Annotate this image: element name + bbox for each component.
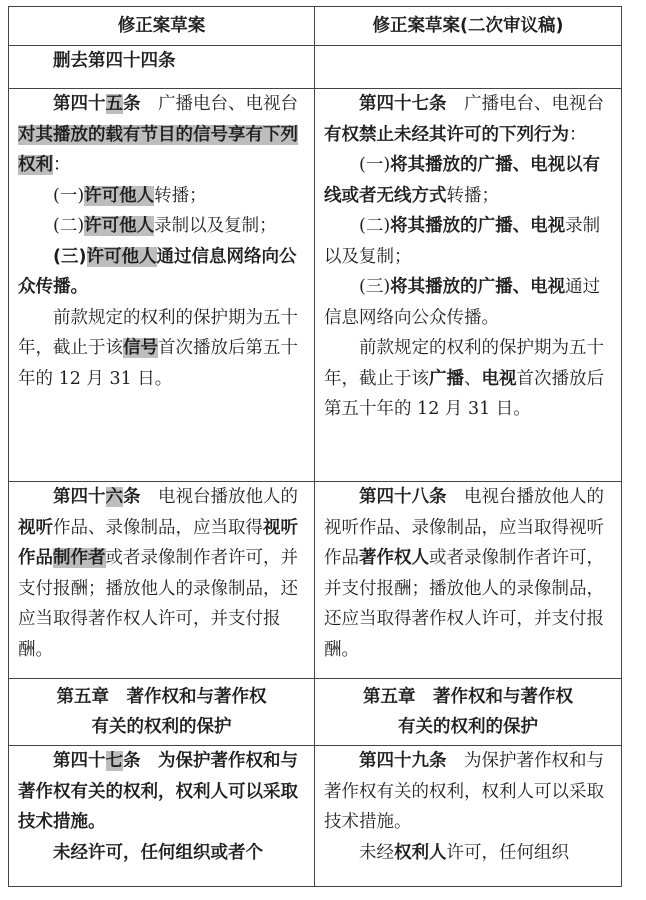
cell-article-47-right — [315, 89, 622, 482]
article-47-para-1 — [324, 89, 612, 150]
cell-article-49-right — [315, 746, 622, 887]
body-text: 转播； — [154, 185, 207, 206]
body-text: 广播电台、电视台 — [140, 94, 298, 114]
article-47-item-3 — [324, 272, 612, 333]
row-chapter-5 — [9, 679, 622, 746]
bold-text: 电视 — [481, 368, 517, 389]
body-text: 前款规定的权利的保护期为五十年，截止于该 — [324, 338, 604, 389]
bold-text: 将其播放的广播、电视以有线或者无线方式 — [324, 155, 601, 206]
article-number: 条 — [123, 94, 141, 114]
highlight-text: 六 — [105, 487, 123, 507]
bold-text: 著作权人 — [359, 548, 429, 568]
body-text: 或者录像制作者许可，并支付报酬；播放他人的录像制品，还应当取得著作权人许可，并支付报酬。 — [18, 548, 298, 660]
article-45-para-1 — [18, 89, 305, 181]
row-article-46 — [9, 482, 622, 679]
body-text: 许可，任何组织 — [446, 842, 569, 863]
article-47-item-2 — [324, 211, 612, 272]
item-number: (一) — [359, 155, 391, 175]
table-header-row — [9, 7, 622, 46]
item-number: (三) — [359, 277, 391, 297]
row-article-45 — [9, 89, 622, 482]
cell-article-47-left — [9, 746, 315, 887]
item-number: (二) — [53, 216, 85, 236]
chapter-title-line-1: 第五章 著作权和与著作权 — [363, 686, 573, 707]
article-number: 条 — [123, 751, 141, 771]
cell-delete-right — [315, 46, 622, 89]
bold-text: 视听 — [18, 517, 53, 538]
article-45-item-1 — [18, 181, 305, 212]
body-text: 前款规定的权利的保护期为五十年，截止于该 — [18, 307, 298, 358]
article-number: 第四十七条 — [359, 94, 447, 114]
bold-text: 权利人 — [394, 842, 447, 863]
delete-note: 删去第四十四条 — [53, 51, 176, 71]
highlight-text: 许可他人 — [86, 246, 157, 267]
article-47-para-2: 未经许可，任何组织或者个 — [53, 842, 263, 863]
cell-chapter-right — [315, 679, 622, 746]
article-46-para — [18, 482, 305, 665]
article-49-para-2 — [324, 838, 612, 869]
bold-text: 有权禁止未经其许可的下列行为 — [324, 124, 569, 145]
body-text: 为保护著作权和与著作权有关的权利，权利人可以采取技术措施。 — [18, 751, 298, 832]
article-49-para-1 — [324, 746, 612, 838]
article-number: 第四十 — [53, 751, 106, 771]
chapter-title-line-1: 第五章 著作权和与著作权 — [56, 686, 267, 707]
body-text: 未经 — [359, 842, 394, 863]
cell-article-46-left — [9, 482, 315, 679]
body-text: 、 — [464, 368, 482, 389]
body-text: 通过信息网络向公众传播。 — [18, 246, 297, 297]
article-number: 第四十九条 — [359, 751, 447, 771]
article-45-para-term — [18, 303, 305, 395]
article-number: 条 — [123, 487, 141, 507]
article-48-para — [324, 482, 612, 665]
article-47-item-1 — [324, 150, 612, 211]
cell-article-48-right — [315, 482, 622, 679]
article-45-item-2 — [18, 211, 305, 242]
article-45-item-3 — [18, 242, 305, 303]
chapter-title-line-2: 有关的权利的保护 — [398, 717, 538, 737]
header-left: 修正案草案 — [9, 7, 315, 46]
body-text: 为保护著作权和与著作权有关的权利，权利人可以采取技术措施。 — [324, 751, 604, 832]
body-text: 广播电台、电视台 — [446, 94, 604, 114]
row-article-47 — [9, 746, 622, 887]
header-right: 修正案草案(二次审议稿) — [315, 7, 622, 46]
article-47-para-term — [324, 333, 612, 425]
cell-delete-left — [9, 46, 315, 89]
article-number: 第四十八条 — [359, 487, 447, 507]
body-text: 作品、录像制品，应当取得 — [53, 517, 263, 538]
body-text: 转播； — [446, 185, 499, 206]
comparison-table — [8, 6, 622, 887]
chapter-title-line-2: 有关的权利的保护 — [91, 717, 232, 737]
bold-text: 广播 — [429, 368, 464, 389]
body-text: 电视台播放他人的 — [140, 487, 298, 507]
highlight-text: 制作者 — [53, 548, 106, 568]
highlight-text: 信号 — [123, 338, 158, 358]
highlight-text: 七 — [105, 751, 123, 771]
item-number: (三) — [53, 246, 87, 267]
bold-text: 将其播放的广播、电视 — [390, 216, 566, 236]
article-47-para-1 — [18, 746, 305, 838]
cell-article-45-left — [9, 89, 315, 482]
body-text: ： — [53, 155, 71, 175]
highlight-text: 对其播放的载有节目的信号享有下列权利 — [18, 124, 298, 175]
item-number: (二) — [359, 216, 391, 236]
body-text: 首次播放后第五十年的 12 月 31 日。 — [18, 338, 298, 389]
bold-text: 将其播放的广播、电视 — [390, 277, 566, 297]
row-delete-article-44 — [9, 46, 622, 89]
body-text: 或者录像制作者许可，并支付报酬；播放他人的录像制品，还应当取得著作权人许可，并支付报酬。 — [324, 548, 604, 660]
highlight-text: 许可他人 — [84, 185, 155, 206]
highlight-text: 许可他人 — [84, 216, 155, 236]
article-number: 第四十 — [53, 487, 106, 507]
body-text: 通过信息网络向公众传播。 — [324, 277, 601, 328]
body-text: 电视台播放他人的视听作品、录像制品，应当取得视听作品 — [324, 487, 604, 568]
body-text: 录制以及复制； — [154, 216, 277, 236]
body-text: 录制以及复制； — [324, 216, 601, 267]
highlight-text: 五 — [105, 94, 123, 114]
bold-text: 视听作品 — [18, 517, 298, 568]
body-text: ： — [569, 124, 587, 145]
article-number: 第四十 — [53, 94, 106, 114]
item-number: (一) — [53, 185, 85, 206]
cell-chapter-left — [9, 679, 315, 746]
body-text: 首次播放后第五十年的 12 月 31 日。 — [324, 368, 604, 419]
